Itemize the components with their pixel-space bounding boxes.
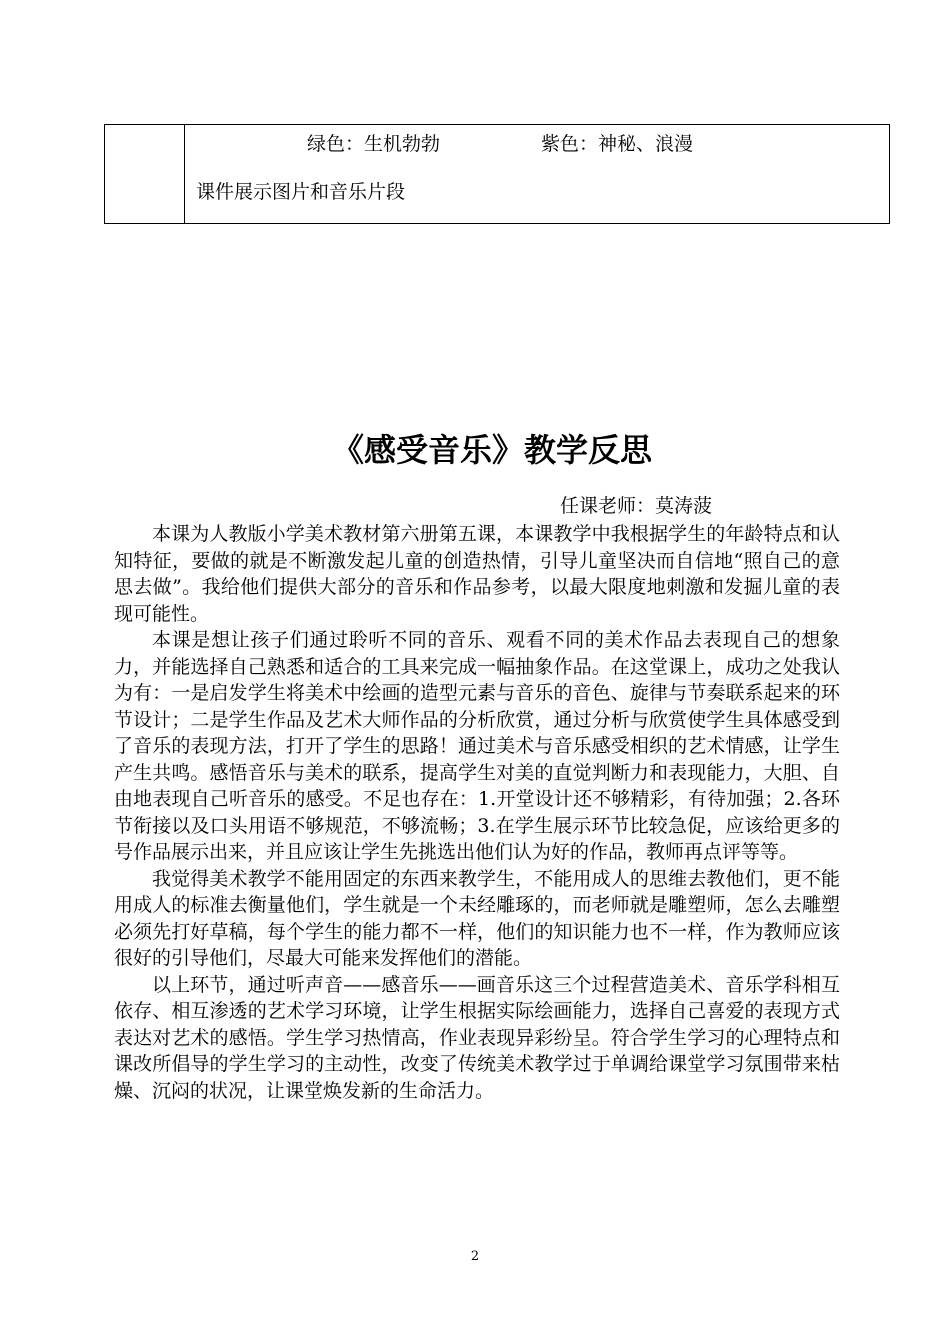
lesson-table — [104, 124, 890, 224]
color-meaning-row — [105, 129, 889, 159]
courseware-note: 课件展示图片和音乐片段 — [196, 181, 406, 203]
paragraph-2: 本课是想让孩子们通过聆听不同的音乐、观看不同的美术作品去表现自己的想象力，并能选择自己熟悉和适合的工具来完成一幅抽象作品。在这堂课上，成功之处我认为有：一是启发学生将美术中绘画的造型元素与音乐的音色、旋律与节奏联系起来的环节设计；二是学生作品及艺术大师作品的分析欣赏，通过分析与欣赏使学生具体感受到了音乐的表现方法，打开了学生的思路！通过美术与音乐感受相织的艺术情感，让学生产生共鸣。感悟音乐与美术的联系，提高学生对美的直觉判断力和表现能力，大胆、自由地表现自己听音乐的感受。不足也存在：1.开堂设计还不够精彩，有待加强；2.各环节衔接以及口头用语不够规范，不够流畅；3.在学生展示环节比较急促，应该给更多的号作品展示出来，并且应该让学生先挑选出他们认为好的作品，教师再点评等等。 — [114, 629, 840, 863]
reflection-body — [114, 521, 840, 1104]
paragraph-1: 本课为人教版小学美术教材第六册第五课，本课教学中我根据学生的年龄特点和认知特征，要做的就是不断激发起儿童的创造热情，引导儿童坚决而自信地“照自己的意思去做”。我给他们提供大部分的音乐和作品参考，以最大限度地刺激和发掘儿童的表现可能性。 — [114, 523, 840, 625]
teacher-line: 任课老师：莫涛菠 — [560, 495, 713, 517]
page-title: 《感受音乐》教学反思 — [331, 431, 652, 469]
paragraph-3: 我觉得美术教学不能用固定的东西来教学生，不能用成人的思维去教他们，更不能用成人的标准去衡量他们，学生就是一个未经雕琢的，而老师就是雕塑师，怎么去雕塑必须先打好草稿，每个学生的能力都不一样，他们的知识能力也不一样，作为教师应该很好的引导他们，尽最大可能来发挥他们的潜能。 — [114, 867, 840, 969]
green-meaning: 绿色：生机勃勃 — [307, 133, 441, 155]
paragraph-4: 以上环节，通过听声音——感音乐——画音乐这三个过程营造美术、音乐学科相互依存、相互渗透的艺术学习环境，让学生根据实际绘画能力，选择自己喜爱的表现方式表达对艺术的感悟。学生学习热情高，作业表现异彩纷呈。符合学生学习的心理特点和课改所倡导的学生学习的主动性，改变了传统美术教学过于单调给课堂学习氛围带来枯燥、沉闷的状况，让课堂焕发新的生命活力。 — [114, 973, 840, 1102]
page-number: 2 — [470, 1249, 480, 1264]
purple-meaning: 紫色：神秘、浪漫 — [541, 133, 694, 155]
